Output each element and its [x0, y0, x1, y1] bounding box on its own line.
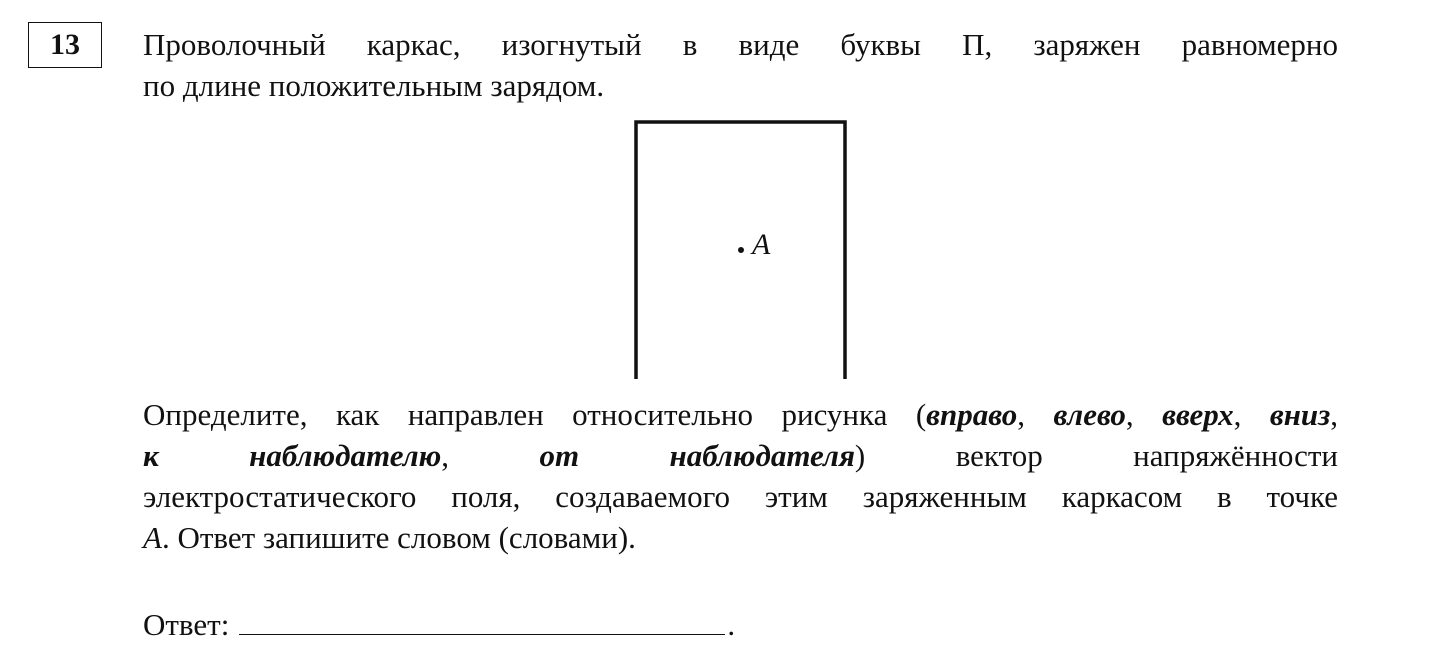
answer-end-period: .: [727, 607, 736, 642]
separator: ,: [1233, 397, 1270, 432]
point-a-dot: [738, 247, 744, 253]
separator: ,: [1125, 397, 1163, 432]
problem-intro: [143, 24, 1338, 106]
question-text: [143, 394, 1338, 558]
question-line-3: электростатического поля, создаваемого этим заряженным каркасом в точке: [143, 479, 1338, 514]
question-lead: Определите, как направлен относительно рисунка (: [143, 397, 927, 432]
question-number-box: [28, 22, 102, 68]
question-number: 13: [50, 28, 80, 61]
question-line-1: [143, 394, 1338, 435]
answer-input-line[interactable]: [239, 604, 725, 635]
answer-label: Ответ:: [143, 607, 230, 642]
separator: ,: [441, 438, 540, 473]
option-left: влево: [1053, 397, 1126, 432]
question-line-4-rest: . Ответ запишите словом (словами).: [161, 520, 636, 555]
point-a-label: A: [752, 228, 771, 261]
question-line-2-tail: ) вектор напряжённости: [854, 438, 1338, 473]
separator: ,: [1017, 397, 1054, 432]
answer-row: [143, 604, 735, 645]
option-up: вверх: [1162, 397, 1234, 432]
separator: ,: [1330, 397, 1339, 432]
option-from-observer: от наблюдателя: [539, 438, 855, 473]
point-a-reference: A: [143, 520, 162, 555]
intro-line-2: по длине положительным зарядом.: [143, 68, 605, 103]
p-shaped-wire-figure: [634, 119, 848, 379]
option-right: вправо: [926, 397, 1018, 432]
option-down: вниз: [1269, 397, 1331, 432]
question-line-2: [143, 435, 1338, 476]
intro-line-1: Проволочный каркас, изогнутый в виде буквы П, заряжен равномерно: [143, 27, 1338, 62]
option-to-observer: к наблюдателю: [143, 438, 442, 473]
wire-frame-drawing: [634, 119, 848, 379]
question-line-4: [143, 517, 1338, 558]
